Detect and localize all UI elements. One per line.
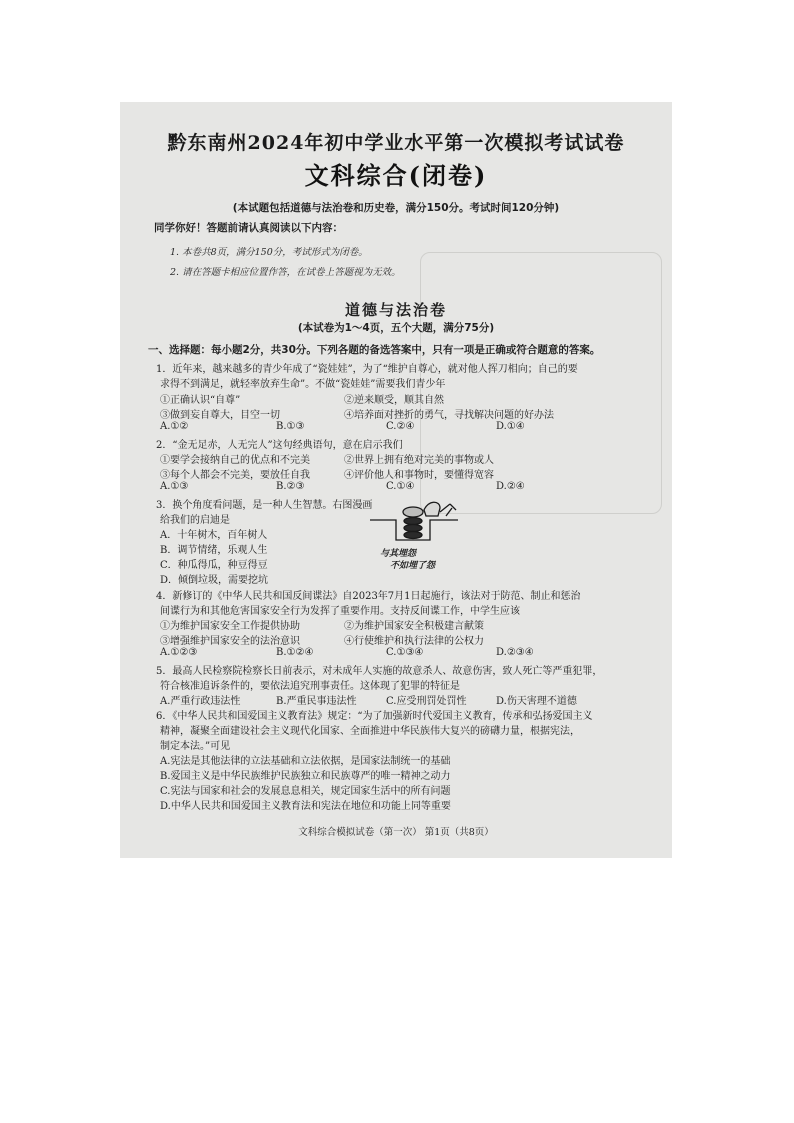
instruction-2: 2. 请在答题卡相应位置作答，在试卷上答题视为无效。 [170,267,401,278]
q1-answer-a: A.①② [160,421,189,432]
q6-stem-line-3: 制定本法。”可见 [160,741,231,752]
q5-stem-line-1: 5．最高人民检察院检察长日前表示，对未成年人实施的故意杀人、故意伤害，致人死亡等严重犯罪， [156,666,603,677]
q4-option-4: ④行使维护和执行法律的公权力 [344,636,484,647]
q5-answer-c: C.应受刑罚处罚性 [386,696,467,707]
q3-answer-b: B．调节情绪，乐观人生 [160,545,268,556]
q2-answer-c: C.①④ [386,481,415,492]
q4-answer-d: D.②③④ [496,647,534,658]
q3-answer-c: C．种瓜得瓜，种豆得豆 [160,560,268,571]
q4-stem-line-1: 4．新修订的《中华人民共和国反间谍法》自2023年7月1日起施行，该法对于防范、制止和惩治 [156,591,581,602]
q1-option-2: ②逆来顺受，顺其自然 [344,395,444,406]
q1-option-3: ③做到妄自尊大，目空一切 [160,410,280,421]
q4-option-2: ②为维护国家安全积极建言献策 [344,621,484,632]
q1-stem-line-2: 求得不到满足，就轻率放弃生命”。不做“瓷娃娃”需要我们青少年 [160,379,446,390]
q4-answer-b: B.①②④ [276,647,314,658]
exam-subtitle: 文科综合(闭卷) [304,161,488,190]
q5-answer-d: D.伤天害理不道德 [496,696,577,707]
q5-answer-a: A.严重行政违法性 [160,696,241,707]
q2-option-2: ②世界上拥有绝对完美的事物或人 [344,455,494,466]
q1-answer-d: D.①④ [496,421,525,432]
part-heading: 一、选择题：每小题2分，共30分。下列各题的备选答案中，只有一项是正确或符合题意的答案。 [148,344,601,356]
q2-option-1: ①要学会接纳自己的优点和不完美 [160,455,310,466]
exam-title: 黔东南州2024年初中学业水平第一次模拟考试试卷 [167,132,625,154]
greeting: 同学你好！答题前请认真阅读以下内容： [154,222,343,234]
q5-stem-line-2: 符合核准追诉条件的，要依法追究刑事责任。这体现了犯罪的特征是 [160,681,460,692]
q4-option-1: ①为维护国家安全工作提供协助 [160,621,300,632]
q5-answer-b: B.严重民事违法性 [276,696,357,707]
q4-answer-a: A.①②③ [160,647,198,658]
cartoon-caption-1: 与其埋怨 [380,549,417,559]
q3-stem-line-1: 3．换个角度看问题，是一种人生智慧。右图漫画 [156,500,373,511]
q1-option-1: ①正确认识“自尊” [160,395,241,406]
q1-option-4: ④培养面对挫折的勇气，寻找解决问题的好办法 [344,410,554,421]
q6-answer-d: D.中华人民共和国爱国主义教育法和宪法在地位和功能上同等重要 [160,801,451,812]
section-title: 道德与法治卷 [344,301,447,319]
q3-stem-line-2: 给我们的启迪是 [160,515,230,526]
instruction-1: 1. 本卷共8页，满分150分，考试形式为闭卷。 [170,247,368,258]
q6-stem-line-2: 精神，凝聚全面建设社会主义现代化国家、全面推进中华民族伟大复兴的磅礴力量，根据宪法， [160,726,580,737]
q2-answer-d: D.②④ [496,481,525,492]
q2-answer-b: B.②③ [276,481,305,492]
q1-stem-line-1: 1．近年来，越来越多的青少年成了“瓷娃娃”，为了“维护自尊心，就对他人挥刀相向；自己的要 [156,364,578,375]
q2-option-3: ③每个人都会不完美，要放任自我 [160,470,310,481]
q3-answer-a: A．十年树木，百年树人 [160,530,268,541]
exam-page-photo [120,102,672,858]
q6-answer-a: A.宪法是其他法律的立法基础和立法依据，是国家法制统一的基础 [160,756,451,767]
q4-stem-line-2: 间谍行为和其他危害国家安全行为发挥了重要作用。支持反间谍工作，中学生应该 [160,606,520,617]
cartoon-caption-2: 不如埋了怨 [390,561,436,571]
q1-answer-b: B.①③ [276,421,305,432]
page-footer: 文科综合模拟试卷（第一次） 第1页（共8页） [298,827,494,838]
section-subtitle: (本试卷为1～4页，五个大题，满分75分) [297,322,495,334]
q2-option-4: ④评价他人和事物时，要懂得宽容 [344,470,494,481]
cartoon-figure [370,502,458,540]
q1-answer-c: C.②④ [386,421,415,432]
q6-stem-line-1: 6．《中华人民共和国爱国主义教育法》规定：“为了加强新时代爱国主义教育，传承和弘扬爱国主义 [156,711,593,722]
q6-answer-b: B.爱国主义是中华民族维护民族独立和民族尊严的唯一精神之动力 [160,771,451,782]
q6-answer-c: C.宪法与国家和社会的发展息息相关，规定国家生活中的所有问题 [160,786,451,797]
q3-answer-d: D．倾倒垃圾，需要挖坑 [160,575,269,586]
q4-answer-c: C.①③④ [386,647,424,658]
q4-option-3: ③增强维护国家安全的法治意识 [160,636,300,647]
q2-stem: 2．“金无足赤，人无完人”这句经典语句，意在启示我们 [156,440,403,451]
cartoon-illustration [366,490,466,570]
q2-answer-a: A.①③ [160,481,189,492]
exam-note: (本试题包括道德与法治卷和历史卷，满分150分。考试时间120分钟) [232,202,560,214]
